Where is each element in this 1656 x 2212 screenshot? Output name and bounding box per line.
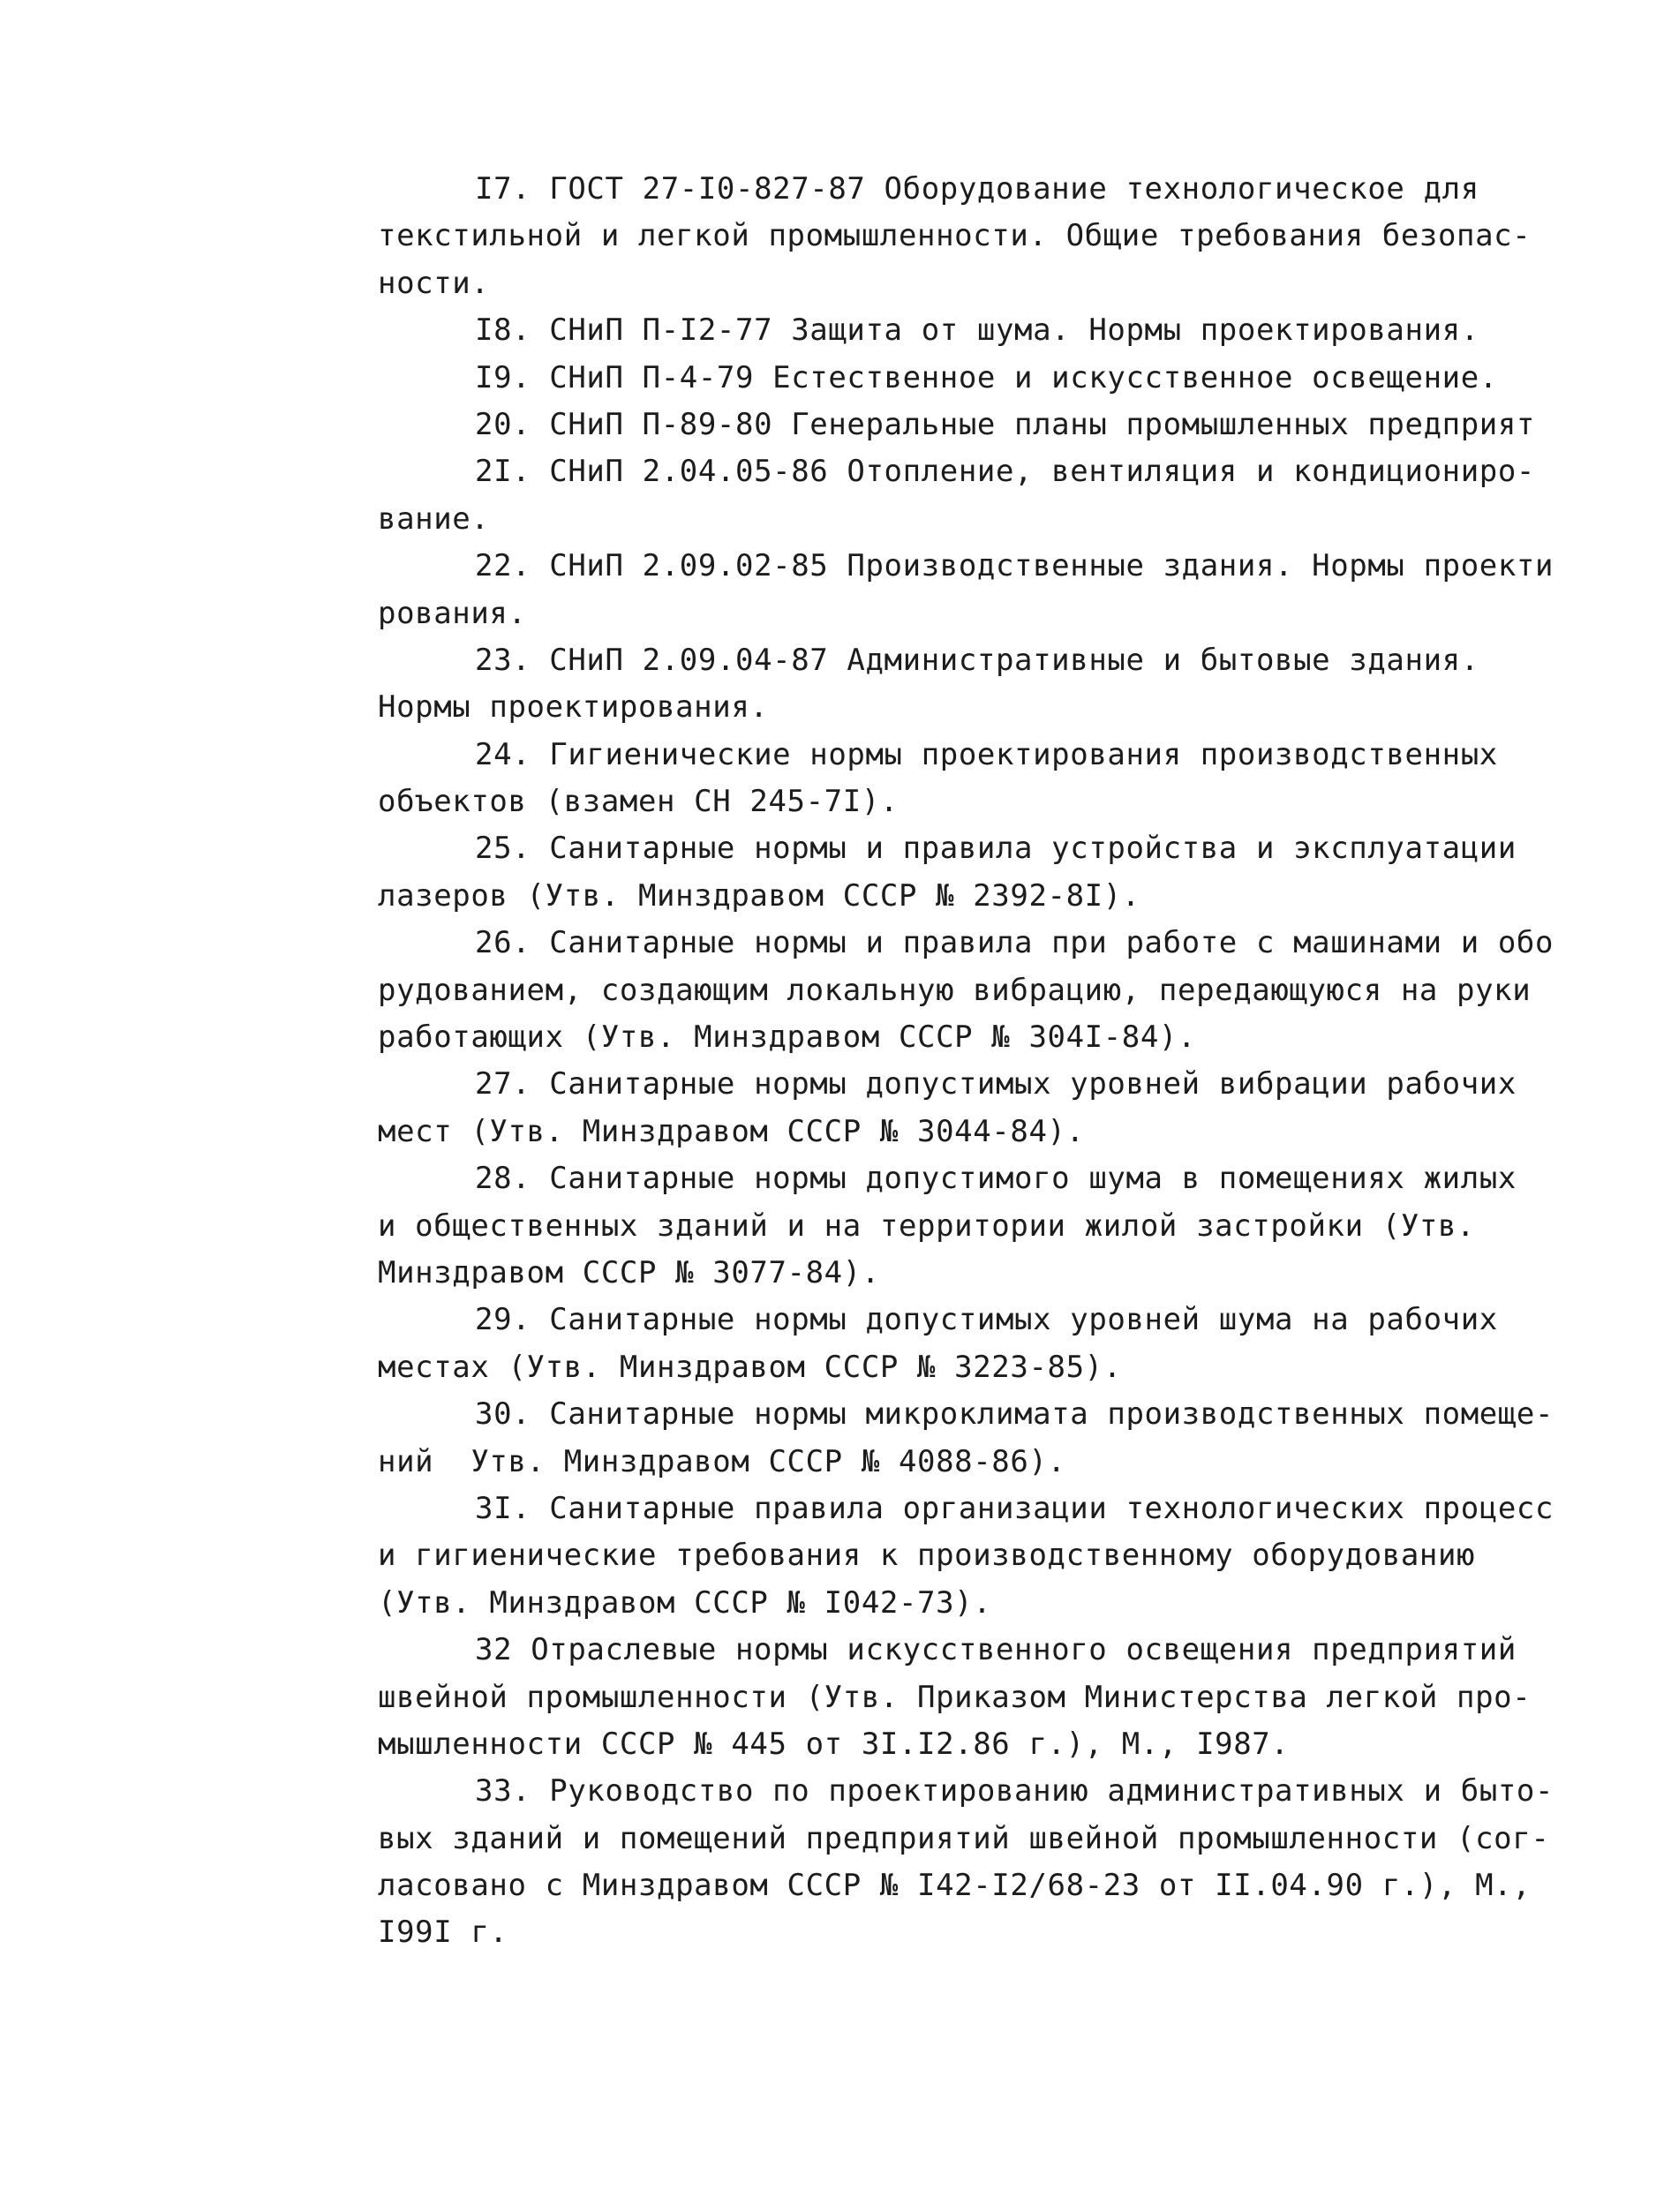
reference-text: объектов (взамен СН 245-7I).: [378, 784, 899, 820]
reference-text: ний Утв. Минздравом СССР № 4088-86).: [378, 1443, 1066, 1479]
reference-continuation-line: [378, 779, 1605, 825]
reference-item-line: [378, 1155, 1605, 1202]
reference-text: Руководство по проектированию административных и быто-: [549, 1773, 1554, 1809]
reference-number: I8.: [475, 312, 531, 349]
reference-number: 29.: [475, 1302, 531, 1338]
reference-continuation-line: [378, 873, 1605, 920]
reference-text: вых зданий и помещений предприятий швейной промышленности (сог-: [378, 1820, 1550, 1856]
reference-item-line: [378, 402, 1605, 448]
reference-text: Отраслевые нормы искусственного освещения предприятий: [531, 1632, 1517, 1668]
reference-item-line: [378, 920, 1605, 967]
reference-number: 25.: [475, 831, 531, 867]
reference-text: Санитарные нормы и правила устройства и эксплуатации: [549, 831, 1517, 867]
reference-continuation-line: [378, 1909, 1605, 1956]
reference-text: СНиП П-4-79 Естественное и искусственное освещение.: [549, 359, 1498, 395]
reference-text: СНиП 2.04.05-86 Отопление, вентиляция и кондициониро-: [549, 454, 1535, 490]
reference-text: Минздравом СССР № 3077-84).: [378, 1254, 880, 1290]
reference-text: Санитарные нормы допустимого шума в помещениях жилых: [549, 1161, 1517, 1197]
reference-number: 23.: [475, 642, 531, 678]
reference-text: мышленности СССР № 445 от 3I.I2.86 г.), М., I987.: [378, 1726, 1290, 1762]
reference-number: I7.: [475, 171, 531, 207]
reference-continuation-line: [378, 260, 1605, 307]
reference-text: Гигиенические нормы проектирования производственных: [549, 736, 1498, 772]
reference-list: [378, 166, 1605, 1957]
reference-item-line: [378, 1297, 1605, 1343]
reference-continuation-line: [378, 496, 1605, 543]
reference-text: и общественных зданий и на территории жилой застройки (Утв.: [378, 1208, 1476, 1244]
reference-item-line: [378, 1486, 1605, 1532]
reference-continuation-line: [378, 684, 1605, 731]
reference-text: текстильной и легкой промышленности. Общие требования безопас-: [378, 218, 1532, 254]
reference-number: 30.: [475, 1396, 531, 1433]
reference-text: СНиП 2.09.02-85 Производственные здания. Нормы проекти: [549, 548, 1554, 584]
reference-item-line: [378, 1391, 1605, 1438]
reference-item-line: [378, 307, 1605, 354]
reference-number: 28.: [475, 1161, 531, 1197]
reference-text: Санитарные правила организации технологических процесс: [549, 1490, 1554, 1526]
reference-number: 24.: [475, 736, 531, 772]
reference-item-line: [378, 448, 1605, 495]
reference-item-line: [378, 355, 1605, 402]
reference-text: рования.: [378, 595, 527, 631]
reference-continuation-line: [378, 1203, 1605, 1250]
reference-text: Нормы проектирования.: [378, 689, 769, 726]
reference-item-line: [378, 637, 1605, 684]
reference-text: I99I г.: [378, 1915, 508, 1951]
reference-number: 2I.: [475, 454, 531, 490]
reference-continuation-line: [378, 1109, 1605, 1155]
reference-item-line: [378, 1061, 1605, 1108]
reference-text: Санитарные нормы микроклимата производственных помеще-: [549, 1396, 1554, 1433]
reference-number: 3I.: [475, 1490, 531, 1526]
reference-continuation-line: [378, 591, 1605, 637]
reference-continuation-line: [378, 1344, 1605, 1391]
reference-item-line: [378, 543, 1605, 590]
reference-item-line: [378, 825, 1605, 872]
reference-continuation-line: [378, 1250, 1605, 1297]
reference-number: 22.: [475, 548, 531, 584]
reference-text: ласовано с Минздравом СССР № I42-I2/68-23 от II.04.90 г.), М.,: [378, 1868, 1532, 1904]
reference-text: ности.: [378, 265, 490, 301]
reference-text: СНиП П-I2-77 Защита от шума. Нормы проектирования.: [549, 312, 1479, 349]
reference-number: 27.: [475, 1066, 531, 1102]
reference-continuation-line: [378, 1439, 1605, 1486]
reference-text: лазеров (Утв. Минздравом СССР № 2392-8I).: [378, 877, 1140, 914]
reference-text: СНиП П-89-80 Генеральные планы промышленных предприят: [549, 406, 1535, 442]
reference-text: СНиП 2.09.04-87 Административные и бытовые здания.: [549, 642, 1479, 678]
reference-item-line: [378, 732, 1605, 779]
reference-text: вание.: [378, 500, 490, 537]
reference-continuation-line: [378, 967, 1605, 1014]
reference-number: 26.: [475, 925, 531, 961]
reference-text: рудованием, создающим локальную вибрацию, передающуюся на руки: [378, 972, 1532, 1008]
reference-number: 33.: [475, 1773, 531, 1809]
reference-continuation-line: [378, 1674, 1605, 1721]
reference-item-line: [378, 166, 1605, 213]
reference-continuation-line: [378, 1862, 1605, 1909]
reference-number: 20.: [475, 406, 531, 442]
reference-text: Санитарные нормы допустимых уровней шума на рабочих: [549, 1302, 1498, 1338]
reference-text: и гигиенические требования к производственному оборудованию: [378, 1538, 1476, 1574]
reference-continuation-line: [378, 1816, 1605, 1862]
reference-continuation-line: [378, 213, 1605, 260]
reference-item-line: [378, 1627, 1605, 1674]
reference-number: I9.: [475, 359, 531, 395]
reference-item-line: [378, 1768, 1605, 1815]
reference-text: Санитарные нормы допустимых уровней вибрации рабочих: [549, 1066, 1517, 1102]
reference-continuation-line: [378, 1532, 1605, 1579]
reference-continuation-line: [378, 1580, 1605, 1627]
reference-text: мест (Утв. Минздравом СССР № 3044-84).: [378, 1113, 1085, 1149]
reference-text: швейной промышленности (Утв. Приказом Министерства легкой про-: [378, 1679, 1532, 1715]
reference-text: Санитарные нормы и правила при работе с машинами и обо: [549, 925, 1554, 961]
reference-text: ГОСТ 27-I0-827-87 Оборудование технологическое для: [549, 171, 1479, 207]
reference-text: (Утв. Минздравом СССР № I042-73).: [378, 1584, 992, 1621]
reference-text: местах (Утв. Минздравом СССР № 3223-85).: [378, 1349, 1122, 1385]
reference-continuation-line: [378, 1721, 1605, 1768]
reference-text: работающих (Утв. Минздравом СССР № 304I-84).: [378, 1019, 1197, 1056]
reference-number: 32: [475, 1632, 513, 1668]
reference-continuation-line: [378, 1014, 1605, 1061]
